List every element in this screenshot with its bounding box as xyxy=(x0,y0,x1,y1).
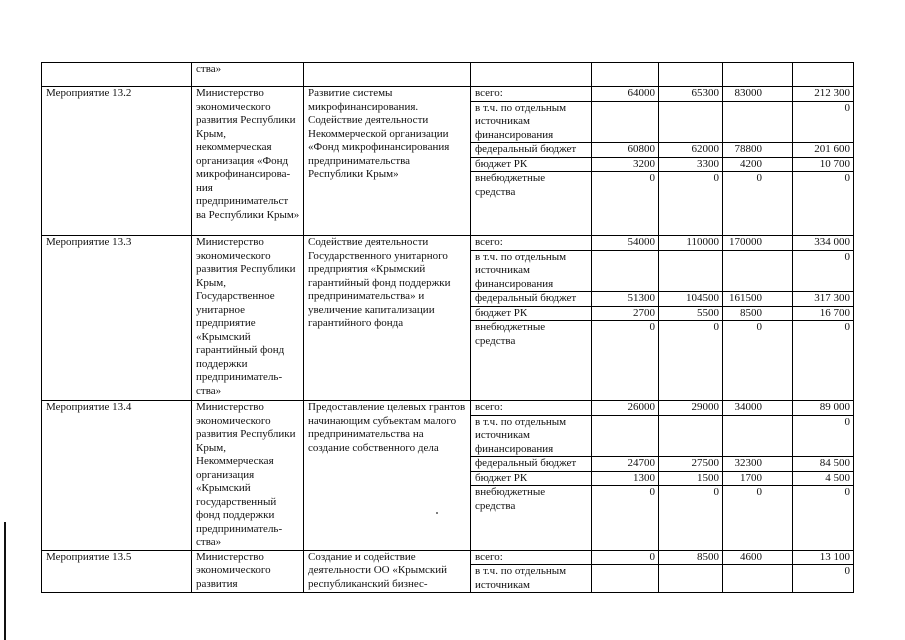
source-label: всего: xyxy=(471,236,592,251)
value-year2: 1500 xyxy=(659,471,723,486)
margin-bar xyxy=(4,522,6,640)
table-row xyxy=(42,401,854,416)
value-year3: 8500 xyxy=(723,306,793,321)
value-total: 0 xyxy=(793,415,854,457)
source-label: всего: xyxy=(471,401,592,416)
value-total: 0 xyxy=(793,172,854,236)
value-total: 16 700 xyxy=(793,306,854,321)
value-year2 xyxy=(659,250,723,292)
source-label: бюджет РК xyxy=(471,157,592,172)
source-label: внебюджетные средства xyxy=(471,486,592,550)
value-year1 xyxy=(592,101,659,143)
value-total: 10 700 xyxy=(793,157,854,172)
value-year1: 26000 xyxy=(592,401,659,416)
value-year1: 54000 xyxy=(592,236,659,251)
source-label: всего: xyxy=(471,87,592,102)
value-year1: 64000 xyxy=(592,87,659,102)
value-year3: 32300 xyxy=(723,457,793,472)
value-year3: 34000 xyxy=(723,401,793,416)
table-row xyxy=(42,87,854,102)
value-total: 212 300 xyxy=(793,87,854,102)
value-year3: 161500 xyxy=(723,292,793,307)
value-year3 xyxy=(723,101,793,143)
executor-cell: Министерство экономического развития Республики Крым, Государственное унитарное предприятие «Крымский гарантийный фонд поддержки предприниматель-ства» xyxy=(192,236,304,401)
value-year2 xyxy=(659,415,723,457)
value-year2: 27500 xyxy=(659,457,723,472)
executor-cell: Министерство экономического развития Республики Крым, Некоммерческая организация «Крымский государственный фонд поддержки предприниматель-ства» xyxy=(192,401,304,551)
description-cell: Создание и содействие деятельности ОО «Крымский республиканский бизнес- xyxy=(304,550,471,593)
value-year2: 0 xyxy=(659,486,723,550)
value-year2: 62000 xyxy=(659,143,723,158)
value-year2: 65300 xyxy=(659,87,723,102)
value-year1: 0 xyxy=(592,486,659,550)
value-year1: 0 xyxy=(592,172,659,236)
value-year2 xyxy=(659,565,723,593)
source-label: бюджет РК xyxy=(471,306,592,321)
value-year1: 1300 xyxy=(592,471,659,486)
value-year2 xyxy=(659,101,723,143)
value-year1 xyxy=(592,565,659,593)
value-year2: 104500 xyxy=(659,292,723,307)
measure-name: Мероприятие 13.2 xyxy=(42,87,192,236)
source-label: федеральный бюджет xyxy=(471,457,592,472)
measure-name: Мероприятие 13.5 xyxy=(42,550,192,593)
value-year3: 0 xyxy=(723,172,793,236)
source-label: федеральный бюджет xyxy=(471,292,592,307)
table-row xyxy=(42,550,854,565)
value-year3: 4600 xyxy=(723,550,793,565)
description-cell: Развитие системы микрофинансирования. Содействие деятельности Некоммерческой организации «Фонд микрофинансирования предпринимательства Республики Крым» xyxy=(304,87,471,236)
value-year1: 60800 xyxy=(592,143,659,158)
source-label: всего: xyxy=(471,550,592,565)
value-total: 13 100 xyxy=(793,550,854,565)
value-year3: 1700 xyxy=(723,471,793,486)
funding-table xyxy=(41,62,854,593)
source-label: в т.ч. по отдельным источникам xyxy=(471,565,592,593)
executor-cell: Министерство экономического развития Республики Крым, некоммерческая организация «Фонд микрофинансирова-ния предпринимательст ва Республики Крым» xyxy=(192,87,304,236)
value-year2: 3300 xyxy=(659,157,723,172)
value-total: 317 300 xyxy=(793,292,854,307)
value-year3 xyxy=(723,415,793,457)
value-total: 89 000 xyxy=(793,401,854,416)
value-year2: 0 xyxy=(659,321,723,401)
source-label: в т.ч. по отдельным источникам финансирования xyxy=(471,101,592,143)
source-label: федеральный бюджет xyxy=(471,143,592,158)
measure-name: Мероприятие 13.4 xyxy=(42,401,192,551)
description-cell: Предоставление целевых грантов начинающим субъектам малого предпринимательства на создание собственного дела xyxy=(304,401,471,551)
value-year1: 3200 xyxy=(592,157,659,172)
source-label: в т.ч. по отдельным источникам финансирования xyxy=(471,250,592,292)
value-total: 201 600 xyxy=(793,143,854,158)
value-year3: 0 xyxy=(723,321,793,401)
source-label: внебюджетные средства xyxy=(471,172,592,236)
value-year1 xyxy=(592,250,659,292)
value-year2: 0 xyxy=(659,172,723,236)
executor-cell: Министерство экономического развития xyxy=(192,550,304,593)
value-total: 0 xyxy=(793,565,854,593)
value-year3 xyxy=(723,565,793,593)
value-total: 4 500 xyxy=(793,471,854,486)
value-total: 0 xyxy=(793,486,854,550)
value-year2: 5500 xyxy=(659,306,723,321)
value-year2: 110000 xyxy=(659,236,723,251)
value-year1: 51300 xyxy=(592,292,659,307)
value-year3: 170000 xyxy=(723,236,793,251)
value-year2: 8500 xyxy=(659,550,723,565)
value-year3: 0 xyxy=(723,486,793,550)
source-label: внебюджетные средства xyxy=(471,321,592,401)
value-year1: 0 xyxy=(592,321,659,401)
value-year3: 78800 xyxy=(723,143,793,158)
table-row xyxy=(42,236,854,251)
executor-cell: ства» xyxy=(192,63,304,87)
value-total: 84 500 xyxy=(793,457,854,472)
value-total: 334 000 xyxy=(793,236,854,251)
value-year3: 83000 xyxy=(723,87,793,102)
value-year2: 29000 xyxy=(659,401,723,416)
value-year1: 0 xyxy=(592,550,659,565)
source-label: в т.ч. по отдельным источникам финансирования xyxy=(471,415,592,457)
table-row xyxy=(42,63,854,87)
value-total: 0 xyxy=(793,101,854,143)
value-year3: 4200 xyxy=(723,157,793,172)
source-label: бюджет РК xyxy=(471,471,592,486)
value-total: 0 xyxy=(793,250,854,292)
value-year3 xyxy=(723,250,793,292)
value-year1 xyxy=(592,415,659,457)
value-year1: 2700 xyxy=(592,306,659,321)
description-cell: Содействие деятельности Государственного унитарного предприятия «Крымский гарантийный фонд поддержки предпринимательства» и увеличение капитализации гарантийного фонда xyxy=(304,236,471,401)
value-total: 0 xyxy=(793,321,854,401)
measure-name: Мероприятие 13.3 xyxy=(42,236,192,401)
value-year1: 24700 xyxy=(592,457,659,472)
